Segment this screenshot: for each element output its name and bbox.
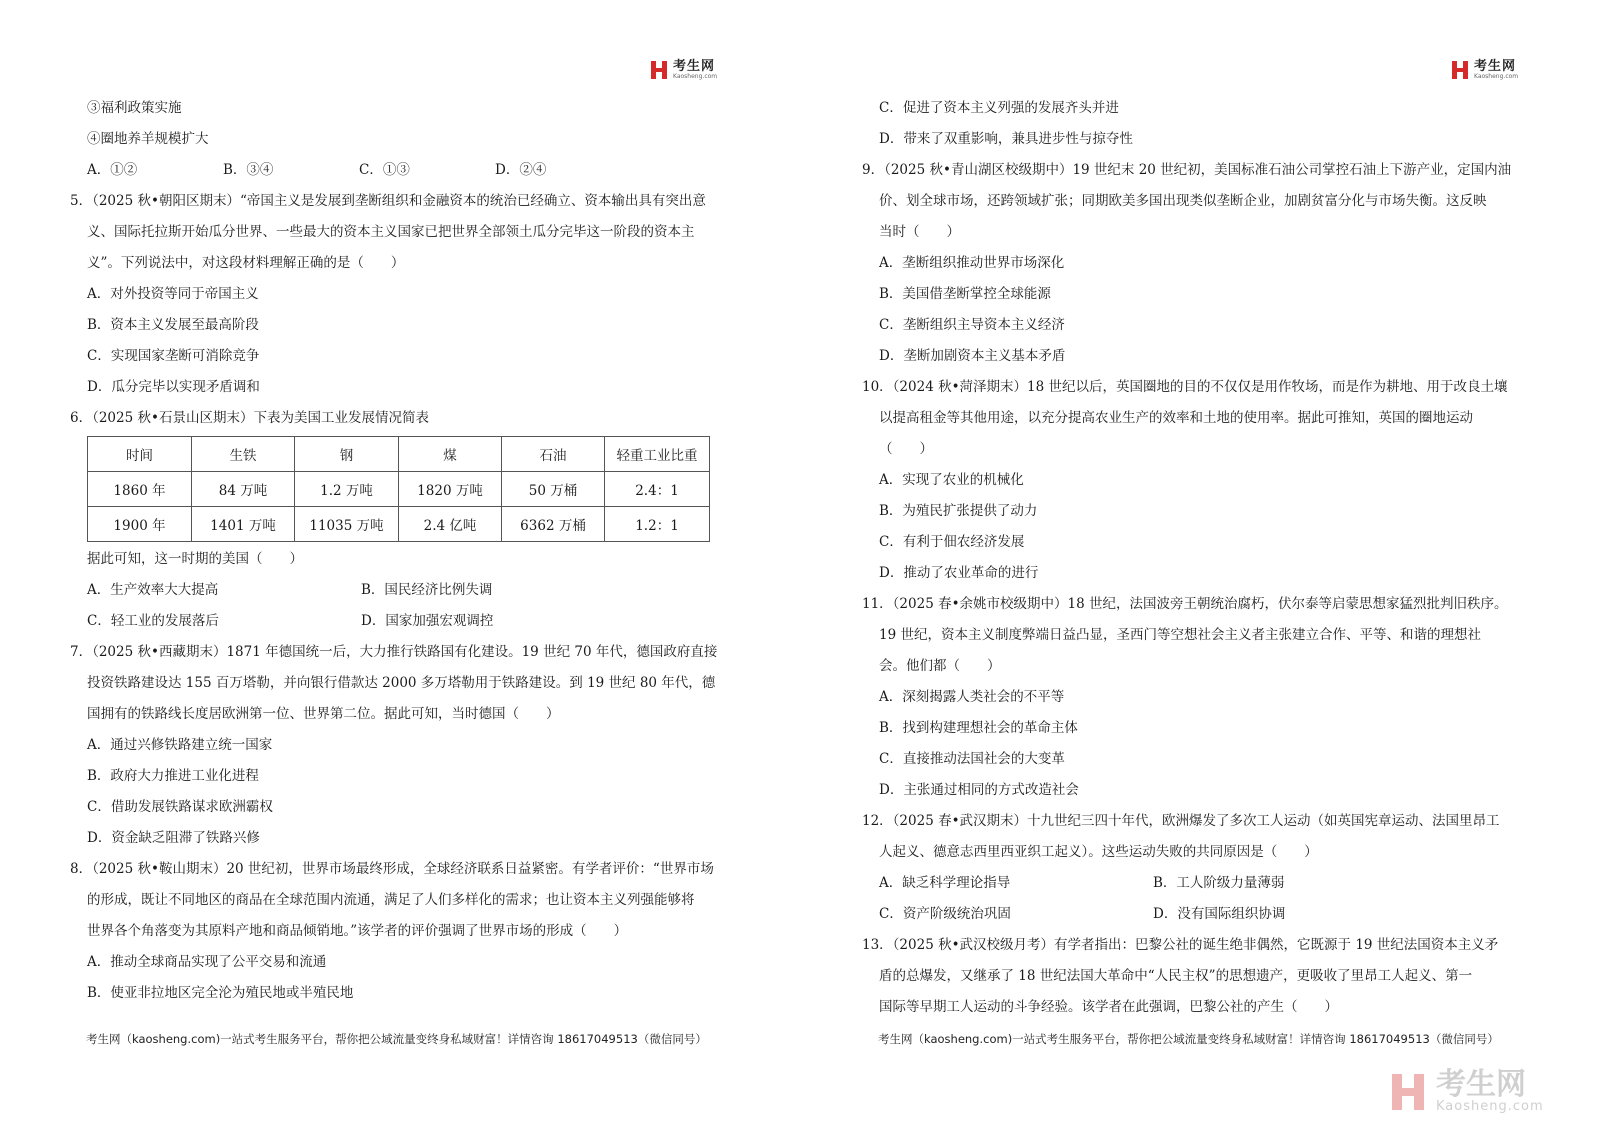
brand-logo (1451, 57, 1518, 83)
q6-option-c[interactable]: C．轻工业的发展落后 (87, 613, 219, 629)
table-header-cell: 钢 (295, 437, 399, 472)
watermark-logo-icon (1390, 1072, 1430, 1112)
page-footer: 考生网（kaosheng.com)一站式考生服务平台，帮你把公域流量变终身私域财富！详情咨询 18617049513（微信同号） (878, 1032, 1499, 1046)
table-header-row (88, 437, 710, 472)
table-cell: 84 万吨 (192, 472, 295, 507)
q8-stem-line-2: 的形成，既让不同地区的商品在全球范围内流通，满足了人们多样化的需求；也让资本主义列强能够将 (87, 892, 695, 908)
q6-stem: 6．（2025 秋•石景山区期末）下表为美国工业发展情况简表 (70, 410, 429, 426)
q8-stem-line-1: 8．（2025 秋•鞍山期末）20 世纪初，世界市场最终形成，全球经济联系日益紧密。有学者评价：“世界市场 (70, 861, 714, 877)
page-footer: 考生网（kaosheng.com)一站式考生服务平台，帮你把公域流量变终身私域财富！详情咨询 18617049513（微信同号） (86, 1032, 707, 1046)
q13-stem-line-3: 国际等早期工人运动的斗争经验。该学者在此强调，巴黎公社的产生（ ） (879, 999, 1338, 1015)
q12-options-row-1 (862, 868, 1522, 899)
table-cell: 1820 万吨 (399, 472, 502, 507)
q11-stem-line-1: 11．（2025 春•余姚市校级期中）18 世纪，法国波旁王朝统治腐朽，伏尔泰等启蒙思想家猛烈批判旧秩序。 (862, 596, 1508, 612)
q8-stem-line-3: 世界各个角落变为其原料产地和商品倾销地。”该学者的评价强调了世界市场的形成（ ） (87, 923, 628, 939)
q13-stem-line-1: 13．（2025 秋•武汉校级月考）有学者指出：巴黎公社的诞生绝非偶然，它既源于 19 世纪法国资本主义矛 (862, 937, 1499, 953)
table-cell: 1.2 万吨 (295, 472, 399, 507)
table-header-cell: 时间 (88, 437, 192, 472)
q4-options (70, 155, 730, 186)
q11-stem-line-3: 会。他们都（ ） (879, 658, 1001, 674)
q10-stem-line-2: 以提高租金等其他用途，以充分提高农业生产的效率和土地的使用率。据此可推知，英国的圈地运动 (879, 410, 1473, 426)
q11-stem-line-2: 19 世纪，资本主义制度弊端日益凸显，圣西门等空想社会主义者主张建立合作、平等、和谐的理想社 (879, 627, 1481, 643)
q10-option-d[interactable]: D．推动了农业革命的进行 (879, 565, 1039, 581)
q12-option-d[interactable]: D．没有国际组织协调 (1153, 906, 1286, 922)
q6-options-row-1 (70, 575, 730, 606)
q12-options-row-2 (862, 899, 1522, 930)
q7-option-b[interactable]: B．政府大力推进工业化进程 (87, 768, 259, 784)
q8-option-a[interactable]: A．推动全球商品实现了公平交易和流通 (87, 954, 327, 970)
table-cell: 1900 年 (88, 507, 192, 542)
left-content (70, 93, 730, 1009)
q4-option-a[interactable]: A．①② (87, 162, 138, 178)
q10-stem-line-3: （ ） (879, 441, 933, 457)
right-content (862, 93, 1522, 1023)
q9-stem-line-2: 价、划全球市场，还跨领域扩张；同期欧美多国出现类似垄断企业，加剧贫富分化与市场失衡。这反映 (879, 193, 1487, 209)
q11-option-d[interactable]: D．主张通过相同的方式改造社会 (879, 782, 1079, 798)
brand-logo-en: Kaosheng.com (1474, 73, 1519, 80)
q6-option-d[interactable]: D．国家加强宏观调控 (361, 613, 494, 629)
q10-option-c[interactable]: C．有利于佃农经济发展 (879, 534, 1025, 550)
q12-stem-line-2: 人起义、德意志西里西亚织工起义）。这些运动失败的共同原因是（ ） (879, 844, 1318, 860)
us-industry-table (87, 436, 710, 542)
brand-logo-icon (1451, 60, 1471, 80)
q13-stem-line-2: 盾的总爆发，又继承了 18 世纪法国大革命中“人民主权”的思想遗产，更吸收了里昂工人起义、第一 (879, 968, 1473, 984)
watermark-en: Kaosheng.com (1436, 1099, 1544, 1114)
table-cell: 1401 万吨 (192, 507, 295, 542)
q7-option-a[interactable]: A．通过兴修铁路建立统一国家 (87, 737, 273, 753)
q10-option-b[interactable]: B．为殖民扩张提供了动力 (879, 503, 1038, 519)
table-row (88, 472, 710, 507)
q4-statement-4: ④圈地养羊规模扩大 (87, 131, 209, 147)
q7-stem-line-1: 7．（2025 秋•西藏期末）1871 年德国统一后，大力推行铁路国有化建设。19 世纪 70 年代，德国政府直接 (70, 644, 718, 660)
q4-statement-3: ③福利政策实施 (87, 100, 182, 116)
q9-option-b[interactable]: B．美国借垄断掌控全球能源 (879, 286, 1051, 302)
q9-stem-line-3: 当时（ ） (879, 224, 960, 240)
q5-option-a[interactable]: A．对外投资等同于帝国主义 (87, 286, 259, 302)
brand-logo-en: Kaosheng.com (673, 73, 718, 80)
q8-option-b[interactable]: B．使亚非拉地区完全沦为殖民地或半殖民地 (87, 985, 354, 1001)
q12-stem-line-1: 12．（2025 春•武汉期末）十九世纪三四十年代，欧洲爆发了多次工人运动（如英国宪章运动、法国里昂工 (862, 813, 1500, 829)
table-header-cell: 轻重工业比重 (605, 437, 710, 472)
q12-option-a[interactable]: A．缺乏科学理论指导 (879, 875, 1011, 891)
q6-option-b[interactable]: B．国民经济比例失调 (361, 582, 493, 598)
brand-logo-icon (650, 60, 670, 80)
q9-option-c[interactable]: C．垄断组织主导资本主义经济 (879, 317, 1065, 333)
q12-option-c[interactable]: C．资产阶级统治巩固 (879, 906, 1011, 922)
q7-stem-line-3: 国拥有的铁路线长度居欧洲第一位、世界第二位。据此可知，当时德国（ ） (87, 706, 560, 722)
table-cell: 2.4：1 (605, 472, 710, 507)
table-cell: 1860 年 (88, 472, 192, 507)
table-cell: 1.2：1 (605, 507, 710, 542)
q11-option-b[interactable]: B．找到构建理想社会的革命主体 (879, 720, 1078, 736)
brand-logo-cn: 考生网 (1474, 59, 1517, 74)
q5-stem-line-2: 义、国际托拉斯开始瓜分世界、一些最大的资本主义国家已把世界全部领土瓜分完毕这一阶段的资本主 (87, 224, 695, 240)
table-cell: 2.4 亿吨 (399, 507, 502, 542)
table-cell: 6362 万桶 (502, 507, 605, 542)
q9-option-d[interactable]: D．垄断加剧资本主义基本矛盾 (879, 348, 1066, 364)
q7-option-d[interactable]: D．资金缺乏阻滞了铁路兴修 (87, 830, 260, 846)
q11-option-c[interactable]: C．直接推动法国社会的大变革 (879, 751, 1065, 767)
table-header-cell: 煤 (399, 437, 502, 472)
q4-option-b[interactable]: B．③④ (223, 162, 274, 178)
table-cell: 50 万桶 (502, 472, 605, 507)
watermark-cn: 考生网 (1436, 1067, 1526, 1102)
q10-option-a[interactable]: A．实现了农业的机械化 (879, 472, 1024, 488)
q6-options-row-2 (70, 606, 730, 637)
q7-stem-line-2: 投资铁路建设达 155 百万塔勒，并向银行借款达 2000 多万塔勒用于铁路建设。到 19 世纪 80 年代，德 (87, 675, 716, 691)
q5-option-b[interactable]: B．资本主义发展至最高阶段 (87, 317, 259, 333)
q9-stem-line-1: 9．（2025 秋•青山湖区校级期中）19 世纪末 20 世纪初，美国标准石油公司掌控石油上下游产业，定国内油 (862, 162, 1512, 178)
q11-option-a[interactable]: A．深刻揭露人类社会的不平等 (879, 689, 1065, 705)
q6-option-a[interactable]: A．生产效率大大提高 (87, 582, 219, 598)
q6-question: 据此可知，这一时期的美国（ ） (87, 551, 303, 567)
q4-option-d[interactable]: D．②④ (495, 162, 547, 178)
watermark-logo (1390, 1067, 1544, 1114)
table-cell: 11035 万吨 (295, 507, 399, 542)
right-page (800, 0, 1600, 1129)
table-header-cell: 石油 (502, 437, 605, 472)
table-header-cell: 生铁 (192, 437, 295, 472)
brand-logo (650, 57, 717, 83)
q5-stem-line-3: 义”。下列说法中，对这段材料理解正确的是（ ） (87, 255, 405, 271)
q9-option-a[interactable]: A．垄断组织推动世界市场深化 (879, 255, 1065, 271)
q12-option-b[interactable]: B．工人阶级力量薄弱 (1153, 875, 1285, 891)
brand-logo-cn: 考生网 (673, 59, 716, 74)
q5-option-c[interactable]: C．实现国家垄断可消除竞争 (87, 348, 260, 364)
q8-option-d[interactable]: D．带来了双重影响，兼具进步性与掠夺性 (879, 131, 1133, 147)
q8-option-c[interactable]: C．促进了资本主义列强的发展齐头并进 (879, 100, 1119, 116)
q5-option-d[interactable]: D．瓜分完毕以实现矛盾调和 (87, 379, 260, 395)
q4-option-c[interactable]: C．①③ (359, 162, 410, 178)
q5-stem-line-1: 5．（2025 秋•朝阳区期末）“帝国主义是发展到垄断组织和金融资本的统治已经确立、资本输出具有突出意 (70, 193, 706, 209)
q10-stem-line-1: 10．（2024 秋•菏泽期末）18 世纪以后，英国圈地的目的不仅仅是用作牧场，而是作为耕地、用于改良土壤 (862, 379, 1508, 395)
q7-option-c[interactable]: C．借助发展铁路谋求欧洲霸权 (87, 799, 273, 815)
table-row (88, 507, 710, 542)
